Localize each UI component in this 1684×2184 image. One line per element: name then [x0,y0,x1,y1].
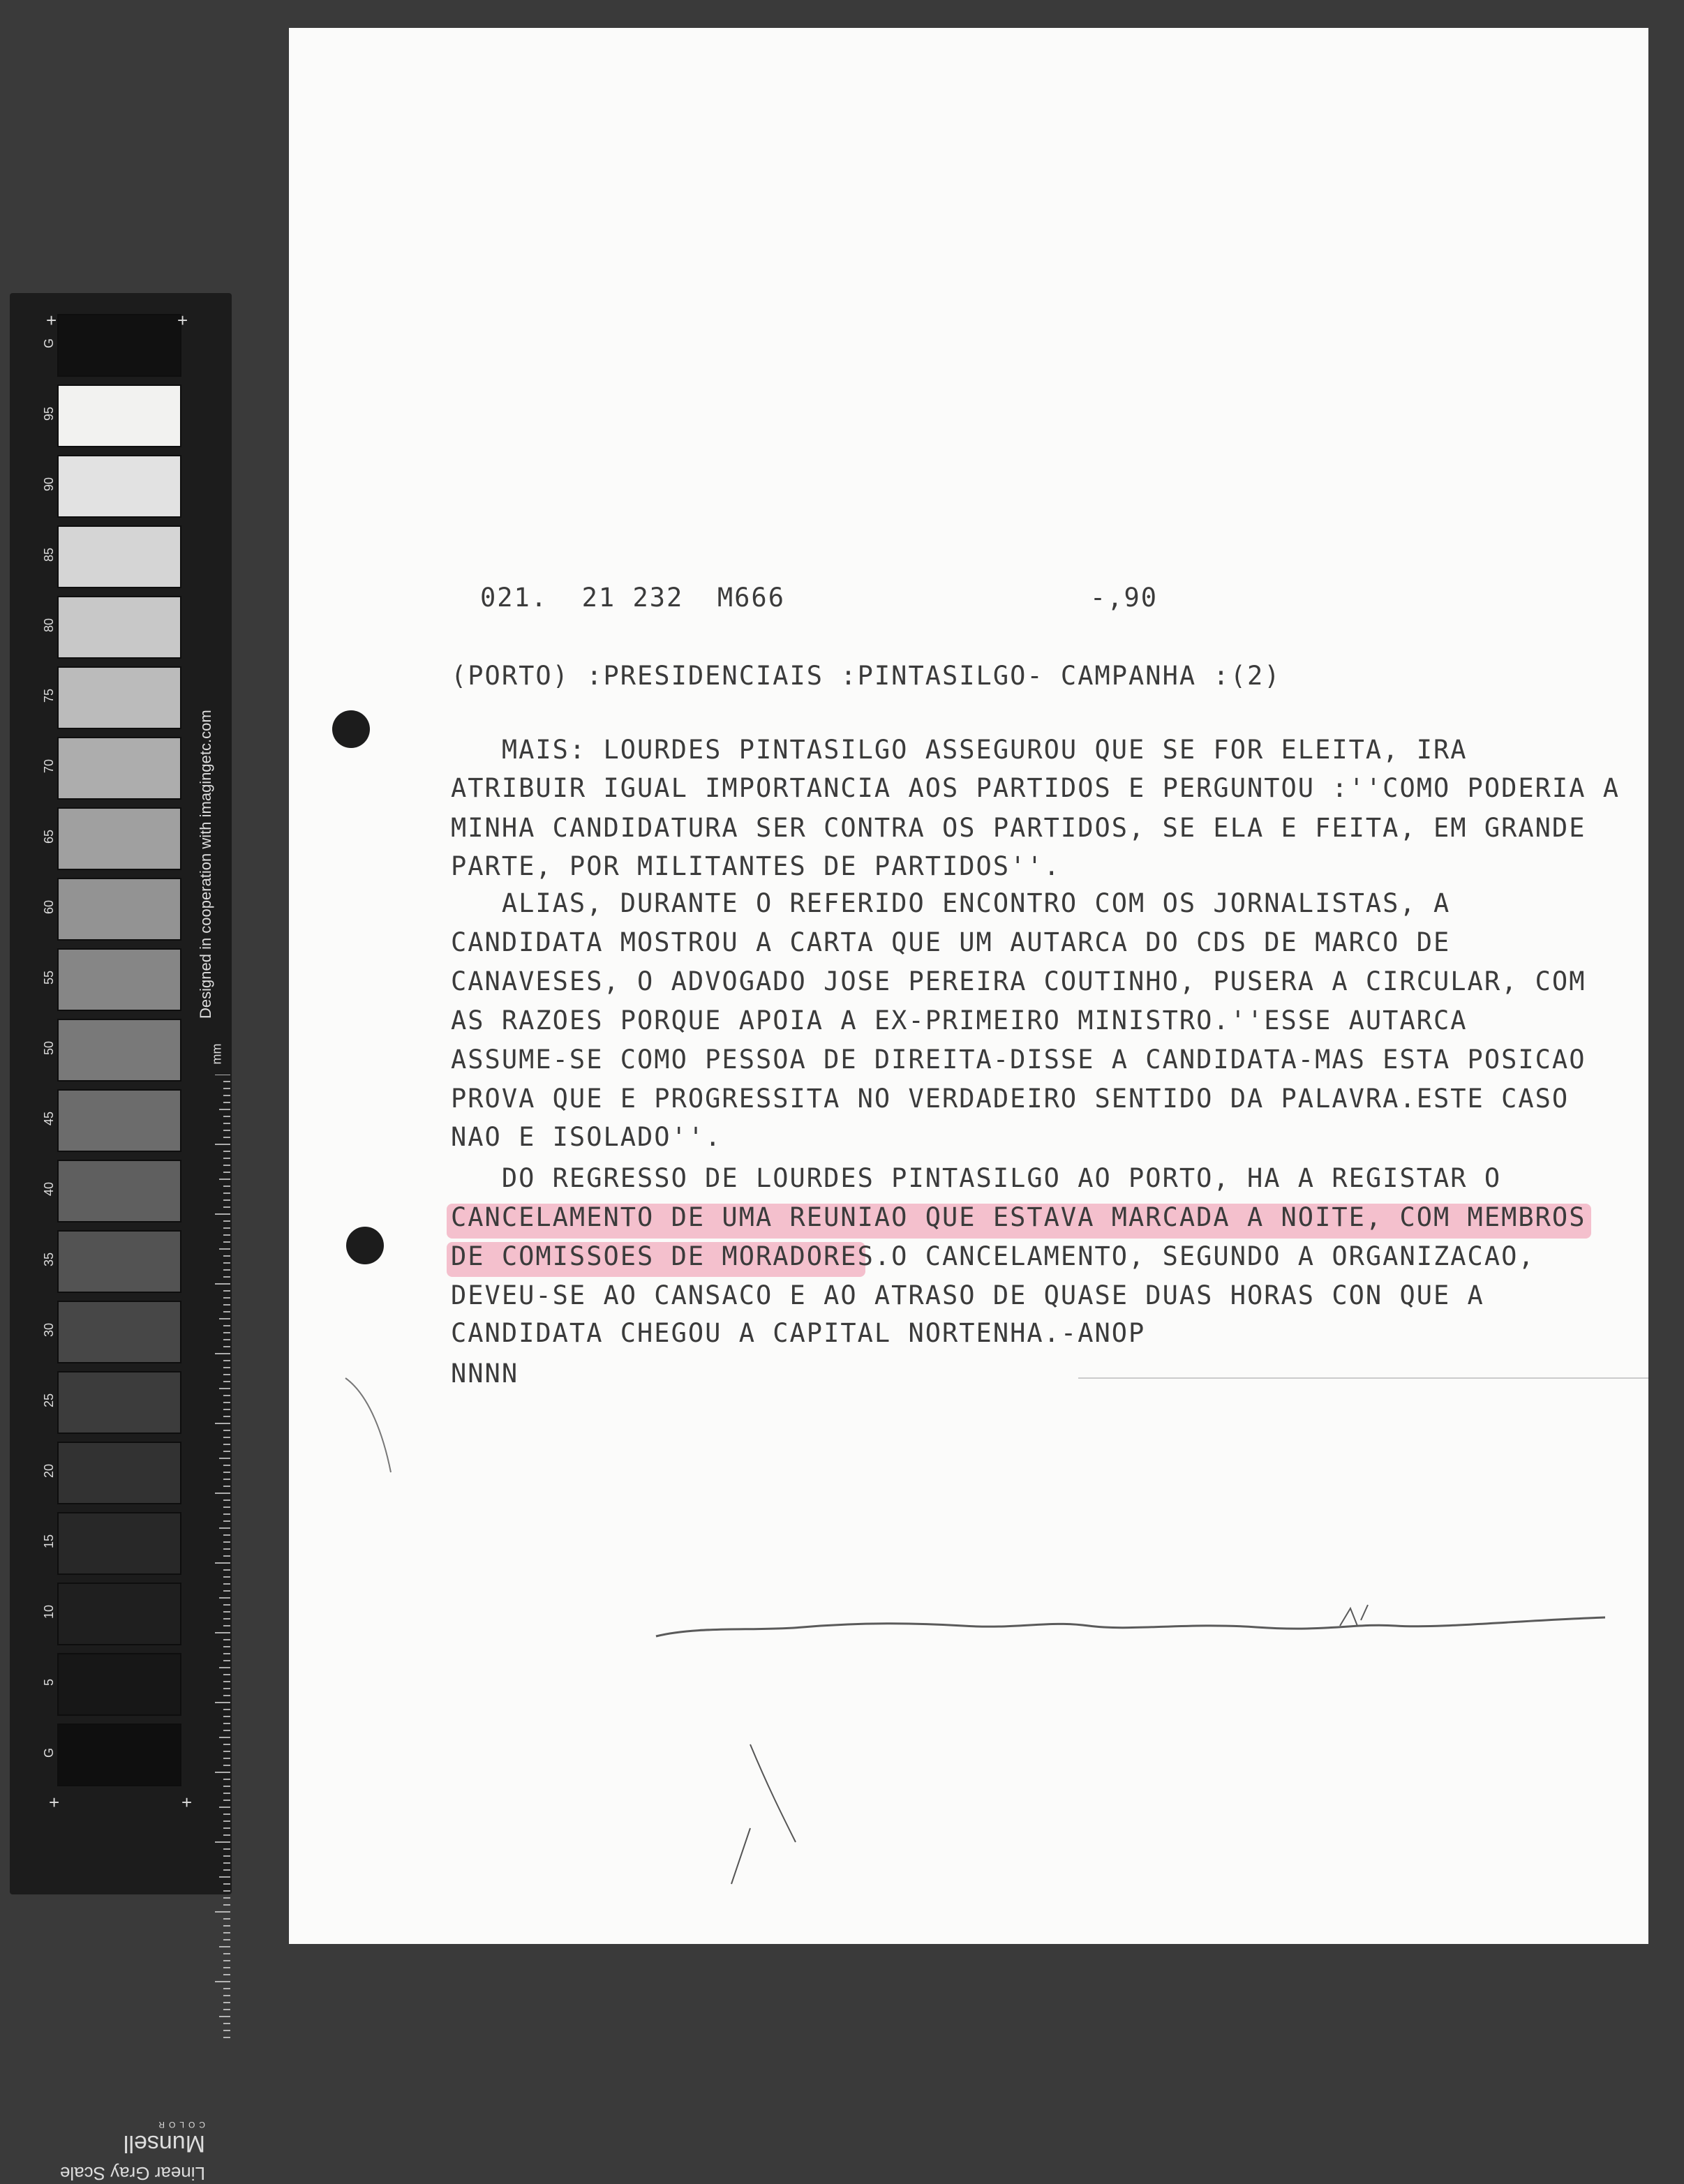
brand-sub: COLOR [154,2120,205,2130]
gray-patch [57,807,181,870]
gray-scale-card [10,293,232,2184]
telex-line: DEVEU-SE AO CANSACO E AO ATRASO DE QUASE DUAS HORAS CON QUE A [451,1280,1484,1310]
telex-line: DO REGRESSO DE LOURDES PINTASILGO AO PORTO, HA A REGISTAR O [451,1163,1502,1193]
scale-number: 30 [42,1322,56,1338]
gray-patch [57,878,181,941]
gray-patch [57,314,181,377]
telex-line: MINHA CANDIDATURA SER CONTRA OS PARTIDOS, SE ELA E FEITA, EM GRANDE [451,813,1586,843]
gray-patch [57,1301,181,1363]
telex-line: NAO E ISOLADO''. [451,1122,722,1152]
scale-number: 90 [42,477,56,492]
gray-patch [57,1583,181,1645]
scale-number: G [42,1748,56,1758]
scale-number: 25 [42,1393,56,1408]
telex-line: MAIS: LOURDES PINTASILGO ASSEGUROU QUE SE FOR ELEITA, IRA [451,735,1468,765]
gray-patch [57,596,181,659]
telex-line: AS RAZOES PORQUE APOIA A EX-PRIMEIRO MINISTRO.''ESSE AUTARCA [451,1005,1468,1035]
plus-mark: + [181,1792,193,1813]
telex-line: ALIAS, DURANTE O REFERIDO ENCONTRO COM OS JORNALISTAS, A [451,888,1451,918]
scale-number: 80 [42,618,56,633]
scale-number: 85 [42,547,56,562]
scale-number: 75 [42,688,56,703]
telex-line: PARTE, POR MILITANTES DE PARTIDOS''. [451,851,1061,881]
punch-hole [332,710,370,748]
telex-header: 021. 21 232 M666 -,90 [480,583,1158,613]
scale-number: 70 [42,758,56,774]
gray-patch [57,948,181,1011]
gray-patch [57,1442,181,1504]
plus-mark: + [49,1792,60,1813]
scale-number: 15 [42,1534,56,1549]
mm-ruler [209,1075,230,2044]
gray-patch [57,455,181,518]
mm-label: mm [209,1043,224,1065]
telex-line: CANDIDATA MOSTROU A CARTA QUE UM AUTARCA DO CDS DE MARCO DE [451,927,1451,957]
telex-line: PROVA QUE E PROGRESSITA NO VERDADEIRO SENTIDO DA PALAVRA.ESTE CASO [451,1084,1570,1114]
scale-number: 55 [42,970,56,985]
gray-patch [57,1019,181,1082]
scale-number: 40 [42,1181,56,1197]
gray-patch [57,1512,181,1575]
gray-patch [57,737,181,800]
gray-patch [57,666,181,729]
scale-number: 5 [42,1679,56,1686]
telex-line: NNNN [451,1359,519,1389]
scale-number: 95 [42,406,56,421]
scale-number: 60 [42,899,56,915]
plus-mark: + [46,310,57,331]
gray-patch [57,1230,181,1293]
plus-mark: + [177,310,188,331]
telex-line: CANCELAMENTO DE UMA REUNIAO QUE ESTAVA MARCADA A NOITE, COM MEMBROS [451,1202,1586,1232]
gray-patch [57,1160,181,1222]
gray-patch [57,525,181,588]
scale-number: 10 [42,1604,56,1620]
telex-line: CANAVESES, O ADVOGADO JOSE PEREIRA COUTINHO, PUSERA A CIRCULAR, COM [451,966,1586,996]
gray-patch [57,1653,181,1716]
punch-hole [346,1227,384,1264]
gray-patch [57,384,181,447]
gray-patch [57,1371,181,1434]
brand-name: Munsell [123,2130,205,2157]
scale-number: 35 [42,1252,56,1267]
telex-line: ASSUME-SE COMO PESSOA DE DIREITA-DISSE A CANDIDATA-MAS ESTA POSICAO [451,1045,1586,1075]
scale-number: 20 [42,1463,56,1479]
munsell-brand [52,2114,205,2184]
telex-slug: (PORTO) :PRESIDENCIAIS :PINTASILGO- CAMPANHA :(2) [451,661,1281,691]
scale-number: G [42,338,56,349]
gray-patch [57,1089,181,1152]
telex-line: ATRIBUIR IGUAL IMPORTANCIA AOS PARTIDOS E PERGUNTOU :''COMO PODERIA A [451,773,1620,803]
scale-number: 50 [42,1040,56,1056]
brand-title: Linear Gray Scale [59,2163,205,2184]
scale-number: 45 [42,1111,56,1126]
telex-line: DE COMISSOES DE MORADORES.O CANCELAMENTO, SEGUNDO A ORGANIZACAO, [451,1241,1535,1271]
scale-number: 65 [42,829,56,844]
telex-line: CANDIDATA CHEGOU A CAPITAL NORTENHA.-ANOP [451,1318,1146,1348]
gray-patch [57,1723,181,1786]
scale-credit: Designed in cooperation with imagingetc.com [197,710,214,1019]
